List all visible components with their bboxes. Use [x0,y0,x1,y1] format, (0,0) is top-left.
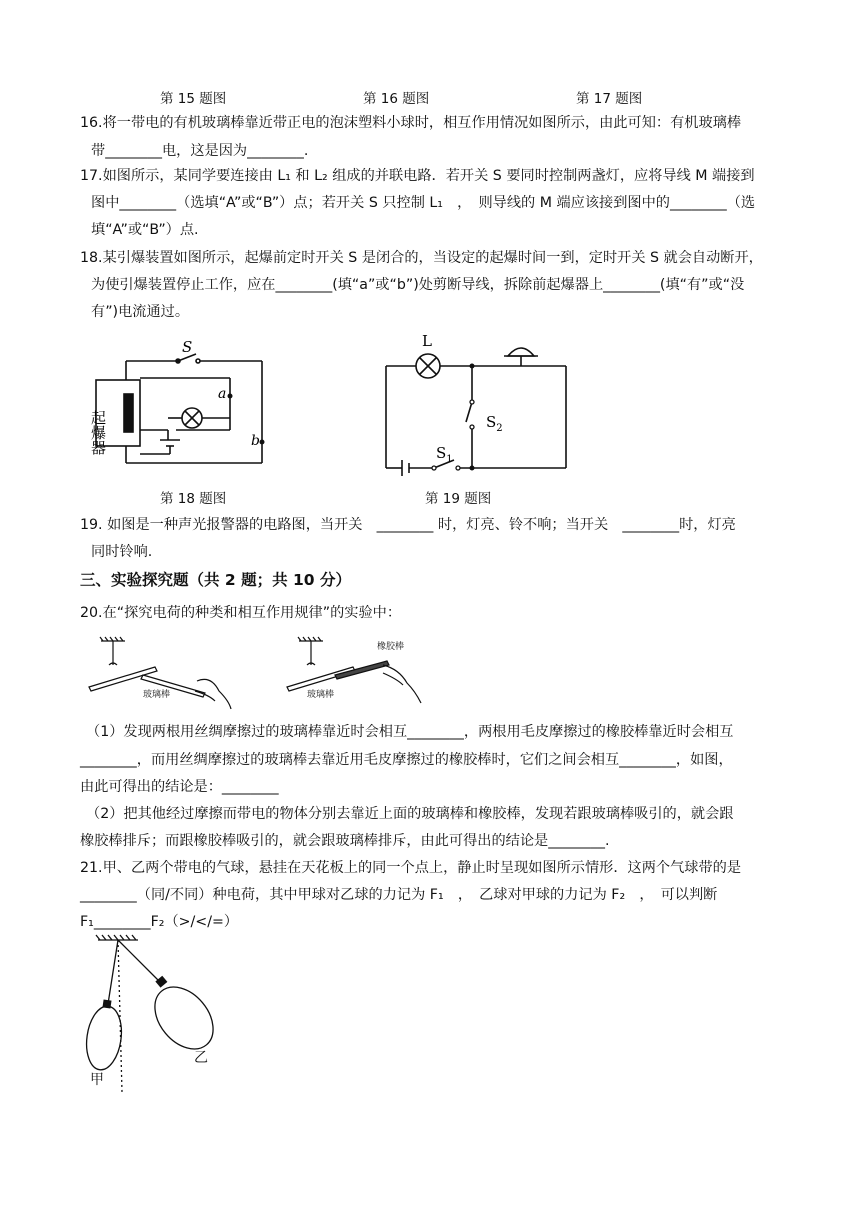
caption-fig19: 第 19 题图 [425,491,492,507]
switch-s-label: S [182,338,193,356]
detonator-label: 起爆器 [89,410,107,455]
caption-fig16: 第 16 题图 [363,91,430,107]
q20-p2-line2: 橡胶棒排斥；而跟橡胶棒吸引的，就会跟玻璃棒排斥，由此可得出的结论是________. [80,833,610,849]
fig20-glass-label-2: 玻璃棒 [307,690,335,700]
q17-line3: 填“A”或“B”）点. [91,222,199,238]
q20-p1-line3: 由此可得出的结论是：________ [80,779,279,795]
fig21-balloons-illustration [78,932,238,1092]
fig20-glass-label: 玻璃棒 [143,690,171,700]
fig19-circuit-diagram [376,334,586,479]
q20-p1-line1: （1）发现两根用丝绸摩擦过的玻璃棒靠近时会相互________，两根用毛皮摩擦过的橡胶棒靠近时会相互 [86,724,734,740]
caption-fig17: 第 17 题图 [576,91,643,107]
q16-line1: 16.将一带电的有机玻璃棒靠近带正电的泡沫塑料小球时，相互作用情况如图所示，由此可知：有机玻璃棒 [80,115,742,131]
caption-fig18: 第 18 题图 [160,491,227,507]
q18-line3: 有”)电流通过。 [91,304,190,320]
switch-s1-label: $S_1$ [436,444,453,465]
q21-line3: F₁________F₂（>/</=） [80,914,239,930]
q21-line2: ________（同/不同）种电荷，其中甲球对乙球的力记为 F₁ ， 乙球对甲球的力记为 F₂ ， 可以判断 [80,887,718,903]
balloon-yi-label: 乙 [194,1050,208,1066]
q18-line2: 为使引爆装置停止工作，应在________(填“a”或“b”)处剪断导线，拆除前起爆器上________(填“有”或“没 [91,277,745,293]
q21-line1: 21.甲、乙两个带电的气球，悬挂在天花板上的同一个点上，静止时呈现如图所示情形．这两个气球带的是 [80,860,742,876]
lamp-l-label: L [422,332,432,350]
caption-fig15: 第 15 题图 [160,91,227,107]
q16-line2: 带________电，这是因为________. [91,143,309,159]
q18-line1: 18.某引爆装置如图所示，起爆前定时开关 S 是闭合的，当设定的起爆时间一到，定时开关 S 就会自动断开， [80,250,763,266]
q17-line2: 图中________（选填“A”或“B”）点；若开关 S 只控制 L₁ ， 则导线的 M 端应该接到图中的________（选 [91,195,756,211]
switch-s2-label: $S_2$ [486,413,503,434]
section-3-heading: 三、实验探究题（共 2 题；共 10 分） [80,571,351,589]
q20-p1-line2: ________，而用丝绸摩擦过的玻璃棒去靠近用毛皮摩擦过的橡胶棒时，它们之间会相互________，如图， [80,752,733,768]
q20-stem: 20.在“探究电荷的种类和相互作用规律”的实验中： [80,605,402,621]
fig18-circuit-diagram [88,332,288,472]
q20-p2-line1: （2）把其他经过摩擦而带电的物体分别去靠近上面的玻璃棒和橡胶棒，发现若跟玻璃棒吸引的，就会跟 [86,806,734,822]
balloon-jia-label: 甲 [90,1072,104,1088]
fig20-rubber-label: 橡胶棒 [377,642,405,652]
point-b-label: b [251,433,260,449]
q19-line2: 同时铃响. [91,544,153,560]
q19-line1: 19. 如图是一种声光报警器的电路图，当开关 ________ 时，灯亮、铃不响；当开关 ________时，灯亮 [80,517,736,533]
fig20-right-illustration [283,635,433,710]
fig20-left-illustration [85,635,235,710]
point-a-label: a [218,386,227,402]
q17-line1: 17.如图所示，某同学要连接由 L₁ 和 L₂ 组成的并联电路．若开关 S 要同时控制两盏灯，应将导线 M 端接到 [80,168,755,184]
